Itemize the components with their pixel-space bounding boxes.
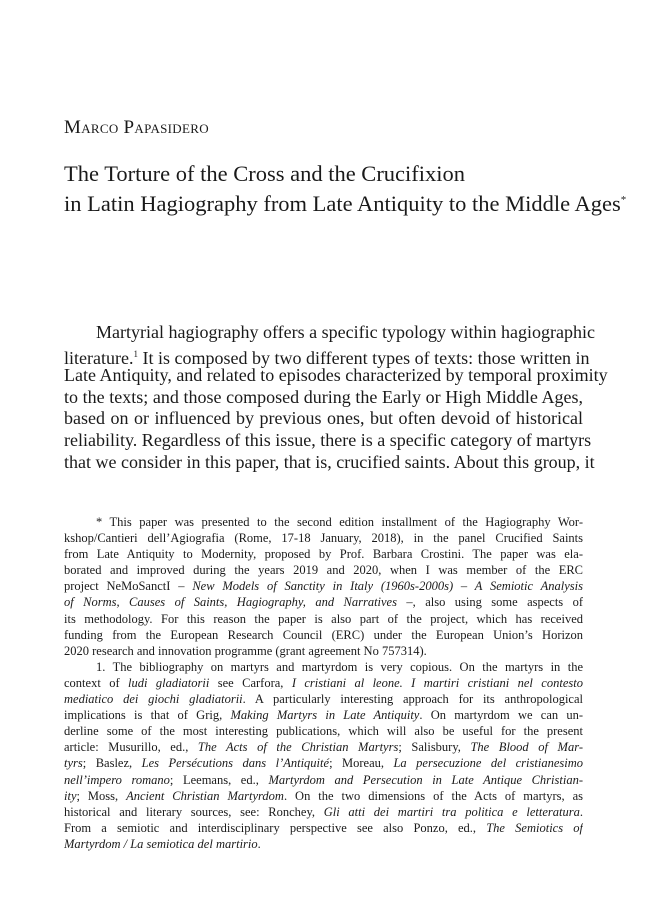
footnote-text: see Carfora, [209, 675, 292, 690]
paper-title [64, 160, 627, 217]
author-name: Marco Papasidero [64, 117, 209, 138]
footnote-text: context of [64, 675, 129, 690]
footnote-italic: ludi gladiatorii [128, 675, 210, 690]
body-line-text: It is composed by two different types of texts: those written in [142, 347, 590, 368]
footnote-1-line: 1. The bibliography on martyrs and martyrdom is very copious. On the martyrs in the [96, 659, 583, 674]
body-line: reliability. Regardless of this issue, there is a specific category of martyrs [64, 429, 592, 450]
footnote-star-line: borated and improved during the years 2019 and 2020, when I was member of the ERC [64, 563, 583, 578]
footnote-star-line: kshop/Cantieri dell’Agiografia (Rome, 17-18 January, 2018), in the panel Crucified Saints [64, 531, 583, 546]
footnote-text: ; Leemans, ed., [169, 772, 269, 787]
footnote-italic: Martyrdom / La semiotica del martirio [64, 836, 258, 851]
footnote-1-line [64, 691, 583, 707]
footnote-1-line [64, 804, 583, 820]
footnote-star-line: 2020 research and innovation programme (grant agreement No 757314). [64, 643, 427, 658]
footnotes [64, 514, 583, 852]
footnote-italic: tyrs [64, 756, 83, 771]
footnote-text: . [579, 804, 583, 819]
footnote-italic: Making Martyrs in Late Antiquity [230, 708, 420, 723]
footnote-italic: ity [64, 788, 77, 803]
footnote-italic: Martyrdom and Persecution in Late Antique Christian- [268, 772, 583, 787]
footnote-text: –, also using some aspects of [396, 595, 583, 610]
footnote-italic: The Semiotics of [486, 820, 583, 835]
footnote-ref: 1 [133, 348, 138, 359]
footnote-1-line [64, 755, 583, 771]
footnote-text: . A particularly interesting approach for its anthropological [242, 692, 583, 707]
footnote-1-line [64, 772, 583, 788]
footnote-text: project NeMoSanctI – [64, 579, 193, 594]
body-line: that we consider in this paper, that is, crucified saints. About this group, it [64, 451, 595, 472]
body-line: based on or influenced by previous ones, but often devoid of historical [64, 408, 583, 429]
footnote-star-line [64, 594, 583, 610]
footnote-1-line [64, 707, 583, 723]
footnote-italic: Gli atti dei martiri tra politica e letteratura [323, 804, 580, 819]
footnote-text: . On the two dimensions of the Acts of martyrs, as [283, 788, 583, 803]
footnote-text: ; Moreau, [329, 756, 394, 771]
body-line: to the texts; and those composed during the Early or High Middle Ages, [64, 386, 583, 407]
footnote-1-line [64, 836, 583, 852]
footnote-text: article: Musurillo, ed., [64, 740, 198, 755]
title-line-1: The Torture of the Cross and the Crucifixion [64, 161, 466, 186]
footnote-star-line: funding from the European Research Council (ERC) under the European Union’s Horizon [64, 627, 583, 642]
footnote-star-line: its methodology. For this reason the paper is also part of the project, which has received [64, 611, 583, 626]
body-line [64, 344, 590, 368]
body-line-text: literature. [64, 347, 134, 368]
footnote-italic: The Blood of Mar- [470, 740, 583, 755]
footnote-italic: The Acts of the Christian Martyrs [197, 740, 399, 755]
footnote-text: ; Salisbury, [398, 740, 471, 755]
footnote-italic: Ancient Christian Martyrdom [126, 788, 284, 803]
footnote-text: implications is that of Grig, [64, 708, 231, 723]
body-line: Martyrial hagiography offers a specific typology within hagiographic [96, 322, 596, 342]
footnote-text: historical and literary sources, see: Ronchey, [64, 804, 324, 819]
footnote-italic: Les Persécutions dans l’Antiquité [141, 756, 330, 771]
footnote-italic: of Norms, Causes of Saints, Hagiography, and Narratives [64, 595, 397, 610]
footnote-1-line [64, 675, 583, 691]
footnote-italic: mediatico dei giochi gladiatorii [64, 692, 243, 707]
body-paragraph [64, 322, 608, 473]
footnote-text: . [257, 836, 261, 851]
title-line-2 [64, 187, 627, 217]
footnote-text: ; Baslez, [82, 756, 142, 771]
footnote-italic: I cristiani al leone. I martiri cristiani nel contesto [291, 675, 583, 690]
title-line-2-text: in Latin Hagiography from Late Antiquity to the Middle Ages [64, 191, 621, 216]
footnote-text: ; Moss, [76, 788, 127, 803]
footnote-text: From a semiotic and interdisciplinary perspective see also Ponzo, ed., [64, 820, 487, 835]
body-line: Late Antiquity, and related to episodes characterized by temporal proximity [64, 365, 608, 386]
footnote-1-line [64, 739, 583, 755]
footnote-1-line: derline some of the most interesting publications, which will also be useful for the present [64, 724, 583, 739]
title-footnote-marker: * [620, 194, 627, 206]
footnote-1-line [64, 788, 583, 804]
footnote-italic: New Models of Sanctity in Italy (1960s-2000s) – A Semiotic Analysis [192, 579, 583, 594]
footnote-italic: La persecuzione del cristianesimo [393, 756, 583, 771]
footnote-text: . On martyrdom we can un- [419, 708, 583, 723]
footnote-italic: nell’impero romano [64, 772, 170, 787]
footnote-star-line [64, 578, 583, 594]
footnote-1-line [64, 820, 583, 836]
footnote-star-line: from Late Antiquity to Modernity, proposed by Prof. Barbara Crostini. The paper was ela- [64, 547, 583, 562]
footnote-star-line: * This paper was presented to the second edition installment of the Hagiography Wor- [96, 515, 583, 529]
